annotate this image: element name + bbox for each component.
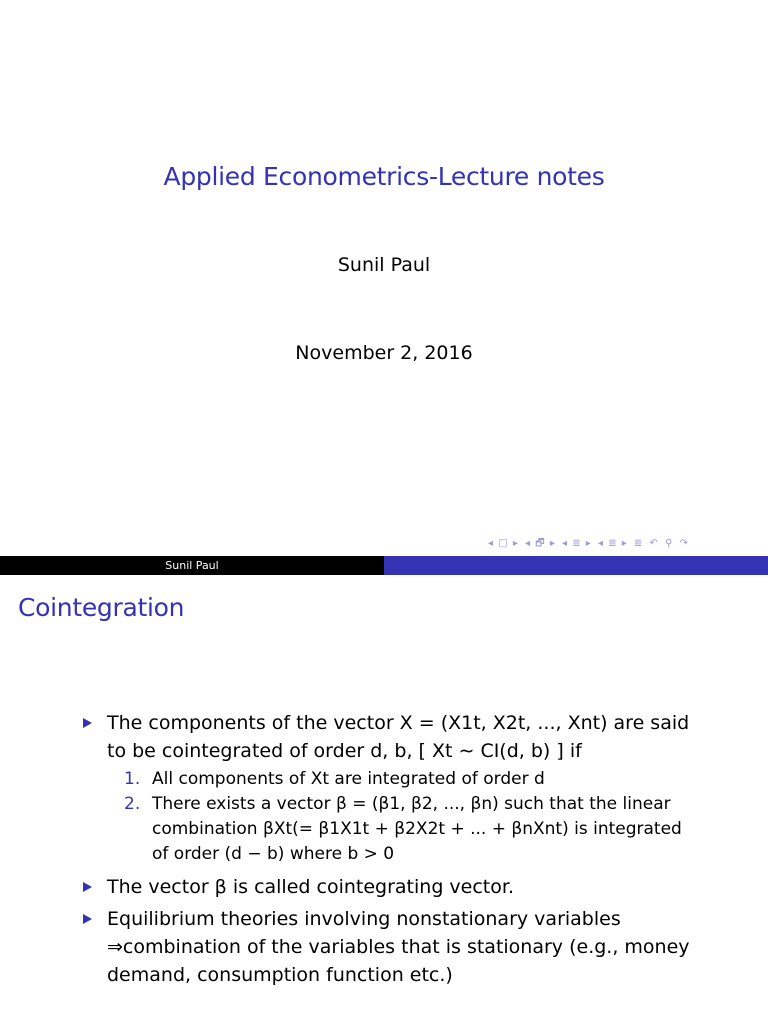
bullet-item: [80, 873, 720, 901]
bullet3-line3: demand, consumption function etc.): [107, 964, 453, 986]
bullet3-line1: Equilibrium theories involving nonstationary variables: [107, 908, 621, 930]
bullet-item: [80, 905, 720, 989]
presentation-title: Applied Econometrics-Lecture notes: [163, 162, 605, 191]
beamer-navigation[interactable]: [488, 536, 691, 553]
nav-back-icon[interactable]: ↶: [649, 538, 659, 549]
enumerate-list: [124, 767, 720, 867]
nav-forward-icon[interactable]: ↷: [679, 538, 690, 549]
bullet-triangle-icon: [83, 882, 92, 892]
bullet1-line1: The components of the vector X: [107, 712, 413, 734]
nav-prev-icon[interactable]: ◂ □ ▸: [488, 538, 519, 549]
author-name: Sunil Paul: [337, 254, 431, 276]
bullet1-rest: = (X1t, X2t, ..., Xnt) are said: [412, 712, 690, 734]
bullet-triangle-icon: [83, 718, 92, 728]
nav-subsection-icon[interactable]: ◂ ≣ ▸: [562, 538, 592, 549]
enum-number: 1.: [124, 769, 141, 789]
footer-bar: [384, 556, 768, 575]
enum-item: [124, 792, 720, 867]
cointegration-slide: [0, 575, 768, 1024]
enum-number: 2.: [124, 794, 141, 814]
bullet2-text: The vector β is called cointegrating vector.: [107, 876, 514, 898]
sub2-line1: There exists a vector β = (β1, β2, ..., βn) such that the linear: [152, 794, 671, 814]
sub2-line3: of order (d − b) where b > 0: [152, 844, 395, 864]
sub2-line2: combination βXt(= β1X1t + β2X2t + ... + βnXnt) is integrated: [152, 819, 682, 839]
bullet-item: [80, 709, 720, 867]
nav-search-icon[interactable]: ⚲: [665, 538, 674, 549]
enum-item: [124, 767, 720, 792]
footer-author: Sunil Paul: [0, 556, 384, 575]
nav-section-icon[interactable]: ◂ ≣ ▸: [598, 538, 628, 549]
bullet3-line2: ⇒combination of the variables that is stationary (e.g., money: [107, 936, 690, 958]
frame-title: Cointegration: [18, 593, 185, 622]
slide-content: [80, 709, 720, 993]
nav-toc-icon[interactable]: ≣: [633, 538, 644, 549]
presentation-date: November 2, 2016: [295, 342, 473, 364]
bullet-triangle-icon: [83, 914, 92, 924]
sub1-text: All components of Xt are integrated of order d: [152, 769, 545, 789]
slide-footer: [0, 556, 768, 575]
nav-frame-icon[interactable]: ◂ 🗗 ▸: [525, 538, 556, 549]
bullet1-line2: to be cointegrated of order d, b, [ Xt ∼ CI(d, b) ] if: [107, 740, 582, 762]
